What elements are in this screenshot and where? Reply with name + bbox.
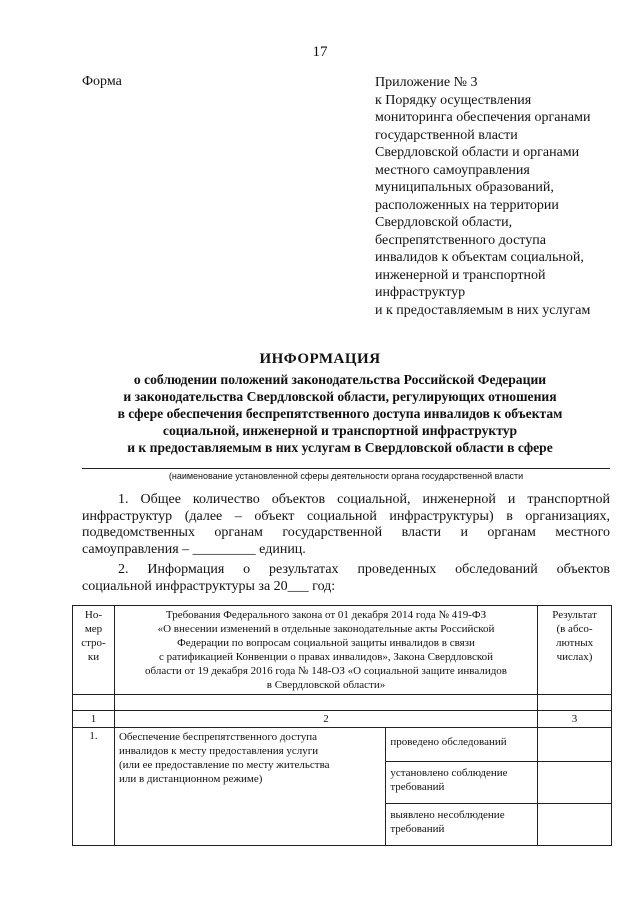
appendix-line: государственной власти <box>375 127 518 143</box>
subtitle-line: о соблюдении положений законодательства Российской Федерации <box>133 372 547 387</box>
requirement-line: или в дистанционном режиме) <box>118 773 263 785</box>
appendix-line: инфраструктур <box>375 285 466 300</box>
paragraph-2 <box>82 562 610 595</box>
appendix-line: инженерной и транспортной <box>375 267 546 283</box>
requirement-line: (или ее предоставление по месту жительства <box>118 759 330 771</box>
header-text: лютных <box>555 637 594 649</box>
page-number: 17 <box>312 44 328 60</box>
form-label: Форма <box>82 74 122 89</box>
header-text: Требования Федерального закона от 01 декабря 2014 года № 419-ФЗ <box>165 609 487 621</box>
subtitle-line: в сфере обеспечения беспрепятственного доступа инвалидов к объектам <box>117 406 563 421</box>
appendix-block <box>375 74 635 319</box>
appendix-line: муниципальных образований, <box>375 180 554 195</box>
sub-item-label: установлено соблюдение требований <box>386 762 538 804</box>
appendix-line: расположенных на территории <box>375 197 559 213</box>
appendix-line: мониторинга обеспечения органами <box>375 110 591 125</box>
appendix-line: Свердловской области, <box>375 215 513 230</box>
appendix-line: и к предоставляемым в них услугам <box>375 302 591 318</box>
header-text: (в абсо- <box>556 623 593 635</box>
result-input-cell[interactable] <box>538 804 612 846</box>
subtitle-line: социальной, инженерной и транспортной инфраструктур <box>162 423 518 438</box>
appendix-line: Свердловской области и органами <box>375 145 580 160</box>
requirement-line: Обеспечение беспрепятственного доступа <box>118 731 318 743</box>
paragraph-line: инфраструктур (далее – объект социальной инфраструктуры) в организациях, <box>82 508 610 524</box>
header-text: стро- <box>81 637 106 649</box>
sub-item-label: проведено обследований <box>386 728 538 762</box>
empty-cell <box>114 695 537 711</box>
requirement-line: инвалидов к месту предоставления услуги <box>118 745 319 757</box>
document-title: ИНФОРМАЦИЯ <box>259 351 381 367</box>
header-result <box>538 606 612 695</box>
column-number: 2 <box>114 711 537 728</box>
document-subtitle <box>60 371 620 456</box>
column-number: 3 <box>538 711 612 728</box>
header-text: в Свердловской области» <box>266 679 386 691</box>
result-input-cell[interactable] <box>538 762 612 804</box>
table-header-row <box>73 606 612 695</box>
result-input-cell[interactable] <box>538 728 612 762</box>
sphere-caption: (наименование установленной сферы деятельности органа государственной власти <box>168 471 524 481</box>
empty-cell <box>73 695 115 711</box>
empty-cell <box>538 695 612 711</box>
column-number: 1 <box>73 711 115 728</box>
header-text: «О внесении изменений в отдельные законодательные акты Российской <box>157 623 495 635</box>
requirement-cell <box>114 728 385 846</box>
header-text: ки <box>87 651 100 663</box>
header-text: Федерации по вопросам социальной защиты инвалидов в связи <box>177 637 475 649</box>
appendix-line: местного самоуправления <box>375 162 530 178</box>
subtitle-line: и к предоставляемым в них услугам в Свердловской области в сфере <box>127 440 553 455</box>
row-number: 1. <box>73 728 115 846</box>
results-table <box>72 605 612 846</box>
table-row <box>73 728 612 762</box>
header-text: с ратификацией Конвенции о правах инвалидов», Закона Свердловской <box>158 651 494 663</box>
subtitle-line: и законодательства Свердловской области, регулирующих отношения <box>123 389 557 404</box>
header-row-number <box>73 606 115 695</box>
paragraph-1 <box>82 492 610 558</box>
sub-item-label: выявлено несоблюдение требований <box>386 804 538 846</box>
header-requirements <box>114 606 537 695</box>
header-text: мер <box>84 623 103 635</box>
paragraph-line: 2. Информация о результатах проведенных обследований объектов <box>118 562 610 577</box>
appendix-line: беспрепятственного доступа <box>375 232 546 248</box>
paragraph-line: подведомственных органам государственной власти и органам местного <box>82 525 610 540</box>
appendix-line: инвалидов к объектам социальной, <box>375 250 584 265</box>
paragraph-line: 1. Общее количество объектов социальной, инженерной и транспортной <box>118 492 610 507</box>
header-text: Но- <box>84 609 103 621</box>
appendix-line: к Порядку осуществления <box>375 92 532 108</box>
column-numbers-row <box>73 711 612 728</box>
paragraph-line: самоуправления – _________ единиц. <box>82 541 306 557</box>
table-spacer-row <box>73 695 612 711</box>
paragraph-line: социальной инфраструктуры за 20___ год: <box>82 578 336 594</box>
header-text: Результат <box>552 609 597 621</box>
header-text: области от 19 декабря 2016 года № 148-ОЗ «О социальной защите инвалидов <box>145 665 508 677</box>
appendix-line: Приложение № 3 <box>375 75 478 90</box>
header-text: числах) <box>556 651 593 663</box>
sphere-fill-line[interactable] <box>82 468 610 469</box>
